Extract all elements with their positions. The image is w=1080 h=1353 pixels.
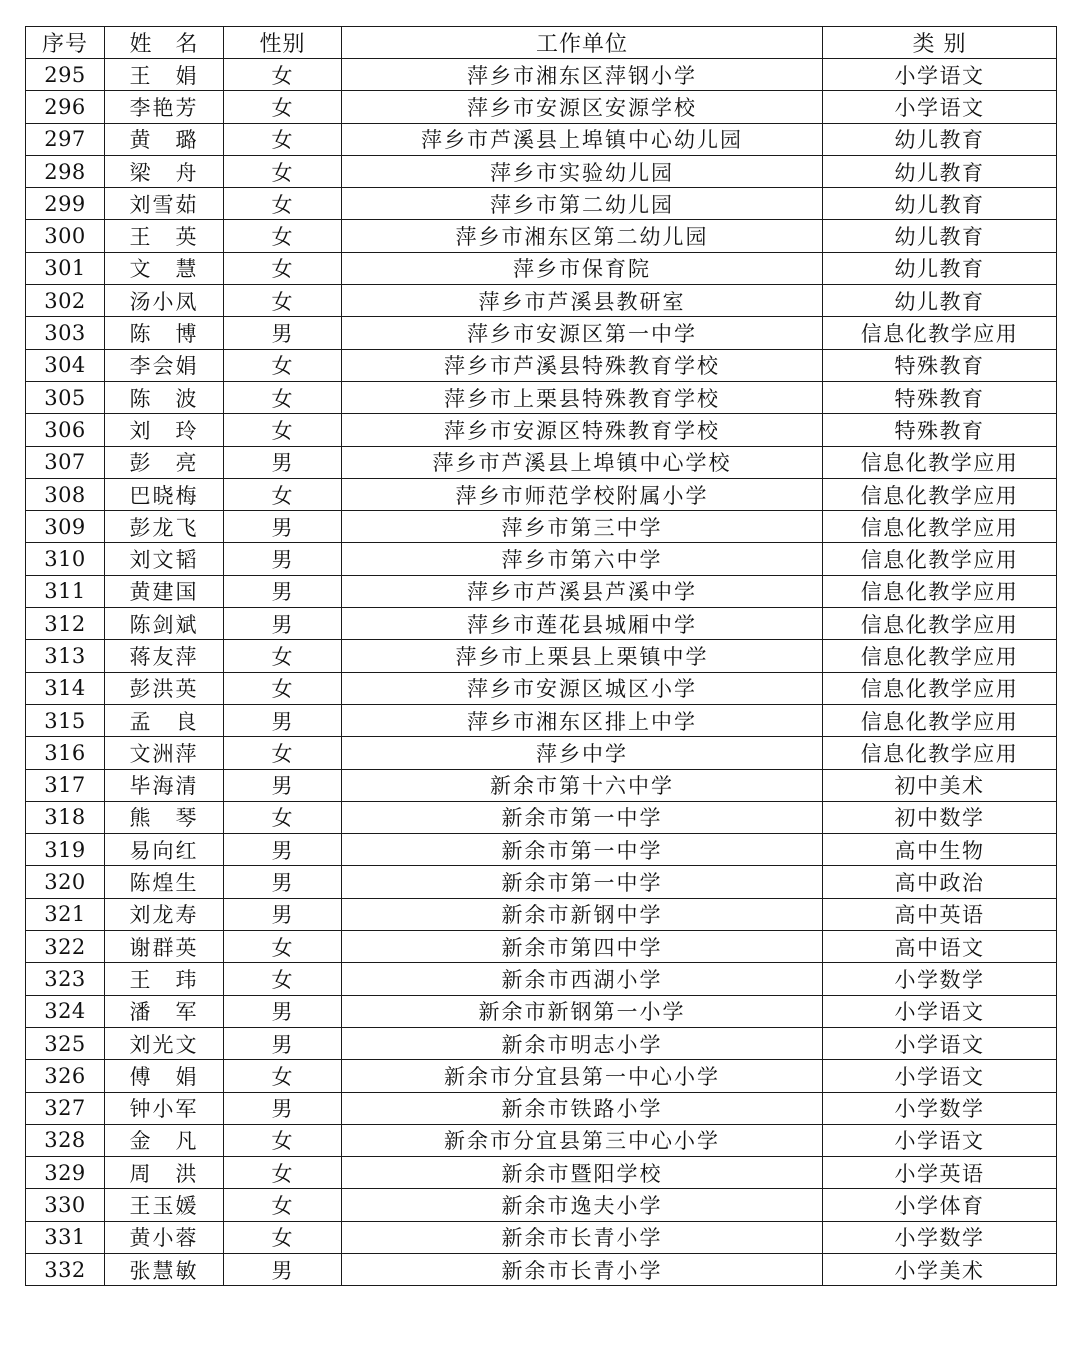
cell-work-unit: 萍乡市安源区城区小学 bbox=[342, 672, 823, 704]
cell-category: 高中政治 bbox=[823, 866, 1057, 898]
cell-gender: 男 bbox=[224, 317, 342, 349]
cell-serial-number: 304 bbox=[26, 349, 105, 381]
cell-work-unit: 萍乡市第二幼儿园 bbox=[342, 188, 823, 220]
cell-work-unit: 新余市暨阳学校 bbox=[342, 1157, 823, 1189]
cell-serial-number: 326 bbox=[26, 1060, 105, 1092]
cell-gender: 女 bbox=[224, 640, 342, 672]
cell-gender: 女 bbox=[224, 672, 342, 704]
cell-category: 高中英语 bbox=[823, 898, 1057, 930]
cell-category: 信息化教学应用 bbox=[823, 640, 1057, 672]
cell-category: 小学数学 bbox=[823, 1221, 1057, 1253]
cell-category: 信息化教学应用 bbox=[823, 608, 1057, 640]
cell-work-unit: 萍乡市保育院 bbox=[342, 252, 823, 284]
cell-serial-number: 301 bbox=[26, 252, 105, 284]
cell-gender: 男 bbox=[224, 834, 342, 866]
cell-name: 黄 璐 bbox=[105, 123, 224, 155]
cell-work-unit: 新余市明志小学 bbox=[342, 1027, 823, 1059]
table-row bbox=[26, 91, 1057, 123]
cell-gender: 女 bbox=[224, 188, 342, 220]
cell-name: 刘雪茹 bbox=[105, 188, 224, 220]
cell-name: 傅 娟 bbox=[105, 1060, 224, 1092]
cell-work-unit: 新余市第一中学 bbox=[342, 866, 823, 898]
table-row bbox=[26, 801, 1057, 833]
header-work-unit: 工作单位 bbox=[342, 27, 823, 59]
cell-work-unit: 萍乡市芦溪县上埠镇中心幼儿园 bbox=[342, 123, 823, 155]
cell-category: 信息化教学应用 bbox=[823, 478, 1057, 510]
cell-name: 易向红 bbox=[105, 834, 224, 866]
cell-gender: 女 bbox=[224, 1124, 342, 1156]
table-row bbox=[26, 1253, 1057, 1285]
cell-gender: 男 bbox=[224, 704, 342, 736]
cell-gender: 男 bbox=[224, 769, 342, 801]
cell-serial-number: 321 bbox=[26, 898, 105, 930]
cell-serial-number: 318 bbox=[26, 801, 105, 833]
cell-category: 小学美术 bbox=[823, 1253, 1057, 1285]
table-row bbox=[26, 1124, 1057, 1156]
cell-work-unit: 萍乡市上栗县特殊教育学校 bbox=[342, 381, 823, 413]
cell-serial-number: 317 bbox=[26, 769, 105, 801]
cell-gender: 男 bbox=[224, 608, 342, 640]
table-row bbox=[26, 123, 1057, 155]
cell-serial-number: 306 bbox=[26, 414, 105, 446]
cell-work-unit: 萍乡市第三中学 bbox=[342, 511, 823, 543]
cell-work-unit: 新余市新钢中学 bbox=[342, 898, 823, 930]
cell-work-unit: 萍乡市湘东区排上中学 bbox=[342, 704, 823, 736]
cell-serial-number: 319 bbox=[26, 834, 105, 866]
cell-category: 幼儿教育 bbox=[823, 285, 1057, 317]
cell-category: 小学语文 bbox=[823, 91, 1057, 123]
cell-category: 信息化教学应用 bbox=[823, 543, 1057, 575]
cell-gender: 女 bbox=[224, 381, 342, 413]
cell-serial-number: 308 bbox=[26, 478, 105, 510]
cell-category: 小学语文 bbox=[823, 995, 1057, 1027]
table-row bbox=[26, 866, 1057, 898]
cell-category: 特殊教育 bbox=[823, 381, 1057, 413]
cell-category: 小学语文 bbox=[823, 1027, 1057, 1059]
cell-work-unit: 萍乡市芦溪县上埠镇中心学校 bbox=[342, 446, 823, 478]
cell-name: 孟 良 bbox=[105, 704, 224, 736]
cell-serial-number: 310 bbox=[26, 543, 105, 575]
cell-gender: 女 bbox=[224, 1189, 342, 1221]
cell-serial-number: 300 bbox=[26, 220, 105, 252]
table-row bbox=[26, 511, 1057, 543]
cell-category: 信息化教学应用 bbox=[823, 737, 1057, 769]
cell-gender: 男 bbox=[224, 898, 342, 930]
table-row bbox=[26, 608, 1057, 640]
cell-name: 张慧敏 bbox=[105, 1253, 224, 1285]
cell-gender: 男 bbox=[224, 1253, 342, 1285]
cell-work-unit: 萍乡市实验幼儿园 bbox=[342, 155, 823, 187]
cell-category: 小学语文 bbox=[823, 1124, 1057, 1156]
cell-work-unit: 新余市铁路小学 bbox=[342, 1092, 823, 1124]
table-row bbox=[26, 414, 1057, 446]
cell-serial-number: 331 bbox=[26, 1221, 105, 1253]
cell-gender: 女 bbox=[224, 1221, 342, 1253]
table-row bbox=[26, 931, 1057, 963]
cell-gender: 女 bbox=[224, 737, 342, 769]
table-header bbox=[26, 27, 1057, 59]
cell-work-unit: 新余市逸夫小学 bbox=[342, 1189, 823, 1221]
cell-serial-number: 311 bbox=[26, 575, 105, 607]
cell-work-unit: 新余市分宜县第一中心小学 bbox=[342, 1060, 823, 1092]
table-row bbox=[26, 1189, 1057, 1221]
cell-category: 小学数学 bbox=[823, 963, 1057, 995]
cell-name: 王 玮 bbox=[105, 963, 224, 995]
cell-category: 幼儿教育 bbox=[823, 188, 1057, 220]
cell-serial-number: 299 bbox=[26, 188, 105, 220]
cell-work-unit: 萍乡市安源区特殊教育学校 bbox=[342, 414, 823, 446]
cell-work-unit: 萍乡市芦溪县特殊教育学校 bbox=[342, 349, 823, 381]
cell-name: 王玉媛 bbox=[105, 1189, 224, 1221]
cell-name: 陈 波 bbox=[105, 381, 224, 413]
cell-serial-number: 305 bbox=[26, 381, 105, 413]
cell-category: 高中生物 bbox=[823, 834, 1057, 866]
cell-gender: 女 bbox=[224, 478, 342, 510]
table-row bbox=[26, 478, 1057, 510]
cell-work-unit: 新余市长青小学 bbox=[342, 1253, 823, 1285]
cell-gender: 男 bbox=[224, 1027, 342, 1059]
cell-category: 信息化教学应用 bbox=[823, 575, 1057, 607]
cell-name: 黄建国 bbox=[105, 575, 224, 607]
roster-table bbox=[25, 26, 1057, 1286]
table-row bbox=[26, 575, 1057, 607]
table-row bbox=[26, 995, 1057, 1027]
cell-name: 李会娟 bbox=[105, 349, 224, 381]
table-row bbox=[26, 155, 1057, 187]
cell-gender: 女 bbox=[224, 123, 342, 155]
cell-gender: 女 bbox=[224, 285, 342, 317]
cell-work-unit: 新余市新钢第一小学 bbox=[342, 995, 823, 1027]
cell-serial-number: 309 bbox=[26, 511, 105, 543]
cell-name: 陈 博 bbox=[105, 317, 224, 349]
cell-work-unit: 新余市第一中学 bbox=[342, 801, 823, 833]
table-row bbox=[26, 285, 1057, 317]
cell-name: 周 洪 bbox=[105, 1157, 224, 1189]
cell-category: 小学数学 bbox=[823, 1092, 1057, 1124]
cell-gender: 女 bbox=[224, 963, 342, 995]
cell-serial-number: 327 bbox=[26, 1092, 105, 1124]
cell-category: 信息化教学应用 bbox=[823, 446, 1057, 478]
table-row bbox=[26, 1221, 1057, 1253]
cell-serial-number: 296 bbox=[26, 91, 105, 123]
cell-work-unit: 新余市第四中学 bbox=[342, 931, 823, 963]
cell-name: 陈剑斌 bbox=[105, 608, 224, 640]
cell-gender: 男 bbox=[224, 543, 342, 575]
table-row bbox=[26, 188, 1057, 220]
cell-work-unit: 新余市西湖小学 bbox=[342, 963, 823, 995]
table-row bbox=[26, 963, 1057, 995]
cell-work-unit: 新余市第十六中学 bbox=[342, 769, 823, 801]
cell-name: 彭龙飞 bbox=[105, 511, 224, 543]
cell-category: 小学体育 bbox=[823, 1189, 1057, 1221]
cell-name: 汤小凤 bbox=[105, 285, 224, 317]
cell-name: 黄小蓉 bbox=[105, 1221, 224, 1253]
cell-name: 刘 玲 bbox=[105, 414, 224, 446]
cell-serial-number: 307 bbox=[26, 446, 105, 478]
table-row bbox=[26, 1027, 1057, 1059]
cell-serial-number: 302 bbox=[26, 285, 105, 317]
cell-gender: 女 bbox=[224, 59, 342, 91]
cell-serial-number: 328 bbox=[26, 1124, 105, 1156]
cell-work-unit: 萍乡市师范学校附属小学 bbox=[342, 478, 823, 510]
table-row bbox=[26, 59, 1057, 91]
cell-name: 刘龙寿 bbox=[105, 898, 224, 930]
cell-category: 信息化教学应用 bbox=[823, 704, 1057, 736]
cell-name: 熊 琴 bbox=[105, 801, 224, 833]
cell-work-unit: 萍乡市第六中学 bbox=[342, 543, 823, 575]
cell-work-unit: 萍乡市芦溪县芦溪中学 bbox=[342, 575, 823, 607]
cell-serial-number: 324 bbox=[26, 995, 105, 1027]
cell-work-unit: 萍乡市湘东区萍钢小学 bbox=[342, 59, 823, 91]
cell-category: 小学英语 bbox=[823, 1157, 1057, 1189]
cell-gender: 女 bbox=[224, 931, 342, 963]
table-row bbox=[26, 672, 1057, 704]
cell-name: 文洲萍 bbox=[105, 737, 224, 769]
cell-serial-number: 316 bbox=[26, 737, 105, 769]
cell-gender: 男 bbox=[224, 446, 342, 478]
cell-serial-number: 314 bbox=[26, 672, 105, 704]
cell-name: 李艳芳 bbox=[105, 91, 224, 123]
cell-name: 陈煌生 bbox=[105, 866, 224, 898]
header-name: 姓 名 bbox=[105, 27, 224, 59]
cell-gender: 女 bbox=[224, 414, 342, 446]
cell-serial-number: 330 bbox=[26, 1189, 105, 1221]
cell-serial-number: 303 bbox=[26, 317, 105, 349]
cell-work-unit: 萍乡市湘东区第二幼儿园 bbox=[342, 220, 823, 252]
cell-work-unit: 萍乡中学 bbox=[342, 737, 823, 769]
cell-gender: 女 bbox=[224, 801, 342, 833]
table-row bbox=[26, 737, 1057, 769]
cell-serial-number: 320 bbox=[26, 866, 105, 898]
cell-name: 彭洪英 bbox=[105, 672, 224, 704]
table-row bbox=[26, 381, 1057, 413]
cell-work-unit: 新余市第一中学 bbox=[342, 834, 823, 866]
cell-category: 特殊教育 bbox=[823, 414, 1057, 446]
table-row bbox=[26, 898, 1057, 930]
cell-name: 钟小军 bbox=[105, 1092, 224, 1124]
cell-serial-number: 323 bbox=[26, 963, 105, 995]
cell-name: 王 英 bbox=[105, 220, 224, 252]
cell-name: 毕海清 bbox=[105, 769, 224, 801]
cell-serial-number: 312 bbox=[26, 608, 105, 640]
cell-category: 幼儿教育 bbox=[823, 220, 1057, 252]
cell-gender: 男 bbox=[224, 511, 342, 543]
cell-category: 信息化教学应用 bbox=[823, 511, 1057, 543]
cell-category: 初中数学 bbox=[823, 801, 1057, 833]
cell-category: 初中美术 bbox=[823, 769, 1057, 801]
cell-name: 梁 舟 bbox=[105, 155, 224, 187]
cell-gender: 女 bbox=[224, 91, 342, 123]
cell-name: 谢群英 bbox=[105, 931, 224, 963]
cell-category: 幼儿教育 bbox=[823, 252, 1057, 284]
cell-gender: 女 bbox=[224, 1060, 342, 1092]
header-gender: 性别 bbox=[224, 27, 342, 59]
cell-work-unit: 新余市长青小学 bbox=[342, 1221, 823, 1253]
cell-category: 幼儿教育 bbox=[823, 123, 1057, 155]
cell-serial-number: 313 bbox=[26, 640, 105, 672]
cell-serial-number: 315 bbox=[26, 704, 105, 736]
cell-gender: 男 bbox=[224, 866, 342, 898]
header-serial-number: 序号 bbox=[26, 27, 105, 59]
cell-category: 小学语文 bbox=[823, 1060, 1057, 1092]
cell-gender: 女 bbox=[224, 252, 342, 284]
cell-name: 蒋友萍 bbox=[105, 640, 224, 672]
cell-name: 刘文韬 bbox=[105, 543, 224, 575]
cell-category: 高中语文 bbox=[823, 931, 1057, 963]
roster-sheet bbox=[25, 26, 1056, 1286]
table-row bbox=[26, 640, 1057, 672]
table-row bbox=[26, 220, 1057, 252]
cell-category: 幼儿教育 bbox=[823, 155, 1057, 187]
cell-name: 巴晓梅 bbox=[105, 478, 224, 510]
cell-serial-number: 332 bbox=[26, 1253, 105, 1285]
table-row bbox=[26, 543, 1057, 575]
table-row bbox=[26, 704, 1057, 736]
header-category: 类 别 bbox=[823, 27, 1057, 59]
table-body bbox=[26, 59, 1057, 1286]
table-row bbox=[26, 1157, 1057, 1189]
cell-name: 金 凡 bbox=[105, 1124, 224, 1156]
table-row bbox=[26, 834, 1057, 866]
cell-gender: 女 bbox=[224, 220, 342, 252]
cell-serial-number: 298 bbox=[26, 155, 105, 187]
cell-work-unit: 萍乡市安源区安源学校 bbox=[342, 91, 823, 123]
cell-work-unit: 萍乡市莲花县城厢中学 bbox=[342, 608, 823, 640]
cell-category: 信息化教学应用 bbox=[823, 317, 1057, 349]
cell-category: 信息化教学应用 bbox=[823, 672, 1057, 704]
cell-work-unit: 萍乡市安源区第一中学 bbox=[342, 317, 823, 349]
cell-work-unit: 萍乡市芦溪县教研室 bbox=[342, 285, 823, 317]
cell-gender: 女 bbox=[224, 349, 342, 381]
cell-serial-number: 297 bbox=[26, 123, 105, 155]
cell-serial-number: 295 bbox=[26, 59, 105, 91]
header-row bbox=[26, 27, 1057, 59]
cell-gender: 男 bbox=[224, 1092, 342, 1124]
cell-serial-number: 322 bbox=[26, 931, 105, 963]
cell-name: 王 娟 bbox=[105, 59, 224, 91]
cell-gender: 男 bbox=[224, 575, 342, 607]
table-row bbox=[26, 317, 1057, 349]
cell-name: 刘光文 bbox=[105, 1027, 224, 1059]
cell-work-unit: 新余市分宜县第三中心小学 bbox=[342, 1124, 823, 1156]
cell-serial-number: 325 bbox=[26, 1027, 105, 1059]
table-row bbox=[26, 446, 1057, 478]
cell-category: 小学语文 bbox=[823, 59, 1057, 91]
cell-category: 特殊教育 bbox=[823, 349, 1057, 381]
table-row bbox=[26, 1092, 1057, 1124]
cell-gender: 女 bbox=[224, 155, 342, 187]
cell-gender: 男 bbox=[224, 995, 342, 1027]
cell-name: 彭 亮 bbox=[105, 446, 224, 478]
table-row bbox=[26, 769, 1057, 801]
table-row bbox=[26, 1060, 1057, 1092]
cell-work-unit: 萍乡市上栗县上栗镇中学 bbox=[342, 640, 823, 672]
cell-name: 文 慧 bbox=[105, 252, 224, 284]
table-row bbox=[26, 349, 1057, 381]
cell-serial-number: 329 bbox=[26, 1157, 105, 1189]
cell-gender: 女 bbox=[224, 1157, 342, 1189]
cell-name: 潘 军 bbox=[105, 995, 224, 1027]
table-row bbox=[26, 252, 1057, 284]
